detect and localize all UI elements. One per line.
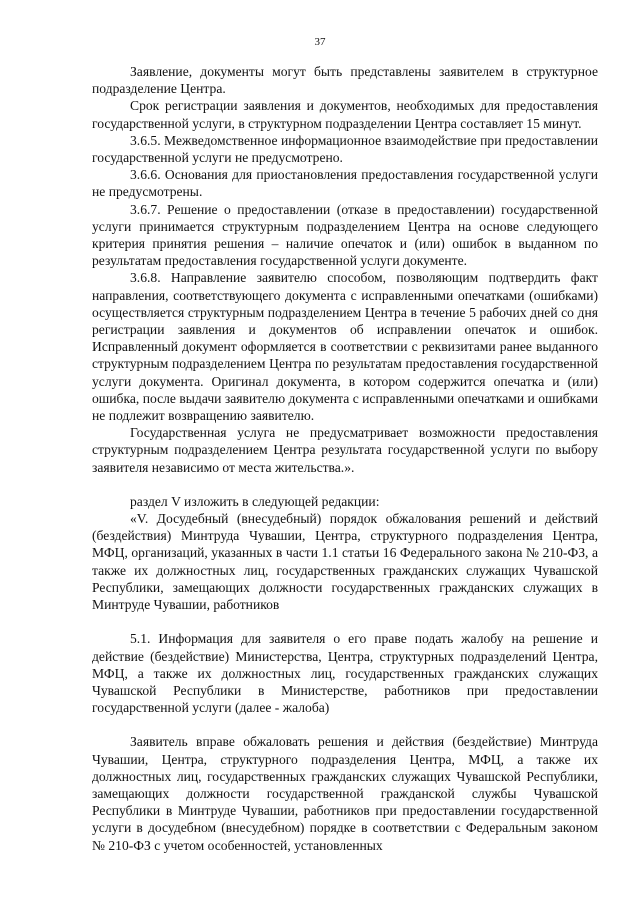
- paragraph-registration-time: Срок регистрации заявления и документов, необходимых для предоставления государственной услуги, в структурном подразделении Центра составляет 15 минут.: [92, 98, 598, 131]
- paragraph-spacer: [92, 476, 598, 493]
- paragraph-5-1: 5.1. Информация для заявителя о его праве подать жалобу на решение и действие (бездействие) Министерства, Центра, структурных подразделений Центра, МФЦ, а также их должностных лиц, государственных гражданских служащих Чувашской Республики в Министерстве, работников при предоставлении государственной услуги (далее - жалоба): [92, 631, 598, 716]
- paragraph-3-6-5: 3.6.5. Межведомственное информационное взаимодействие при предоставлении государственной услуги не предусмотрено.: [92, 132, 598, 166]
- paragraph-extraterritorial: Государственная услуга не предусматривает возможности предоставления структурным подразделением Центра результата государственной услуги по выбору заявителя независимо от места жительства.».: [92, 425, 598, 475]
- paragraph-appeal-right: Заявитель вправе обжаловать решения и действия (бездействие) Минтруда Чувашии, Центра, структурного подразделения Центра, МФЦ, а также их должностных лиц, государственных гражданских служащих Чувашской Республики, замещающих должности государственной гражданской службы Чувашской Республики в Минтруде Чувашии, работников при предоставлении государственной услуги в досудебном (внесудебном) порядке в соответствии с Федеральным законом № 210-ФЗ с учетом особенностей, установленных: [92, 734, 598, 853]
- paragraph-3-6-7: 3.6.7. Решение о предоставлении (отказе в предоставлении) государственной услуги принимается структурным подразделением Центра на основе следующего критерия принятия решения – наличие опечаток и (или) ошибок в выданном по результатам предоставления государственной услуги документе.: [92, 201, 598, 269]
- paragraph-spacer: [92, 613, 598, 630]
- document-body: [92, 63, 598, 854]
- paragraph-application-submission: Заявление, документы могут быть представлены заявителем в структурное подразделение Центра.: [92, 64, 598, 97]
- paragraph-3-6-6: 3.6.6. Основания для приостановления предоставления государственной услуги не предусмотрены.: [92, 167, 598, 200]
- page-number: 37: [314, 36, 326, 48]
- paragraph-section-v-intro: раздел V изложить в следующей редакции:: [130, 493, 380, 509]
- paragraph-3-6-8: 3.6.8. Направление заявителю способом, позволяющим подтвердить факт направления, соответствующего документа с исправленными опечатками (ошибками) осуществляется структурным подразделением Центра в течение 5 рабочих дней со дня регистрации заявления и документов об исправлении опечаток и ошибок. Исправленный документ оформляется в соответствии с реквизитами ранее выданного структурным подразделением Центра по результатам предоставления государственной услуги документа. Оригинал документа, в котором содержится опечатка и (или) ошибка, после выдачи заявителю документа с исправленными опечатками и ошибками не подлежит возвращению заявителю.: [92, 270, 598, 424]
- paragraph-spacer: [92, 716, 598, 733]
- paragraph-section-v-title: «V. Досудебный (внесудебный) порядок обжалования решений и действий (бездействия) Минтруда Чувашии, Центра, структурного подразделения Центра, МФЦ, организаций, указанных в части 1.1 статьи 16 Федерального закона № 210-ФЗ, а также их должностных лиц, государственных гражданских служащих Чувашской Республики, замещающих должности государственных гражданских служащих в Минтруде Чувашии, работников: [92, 511, 598, 613]
